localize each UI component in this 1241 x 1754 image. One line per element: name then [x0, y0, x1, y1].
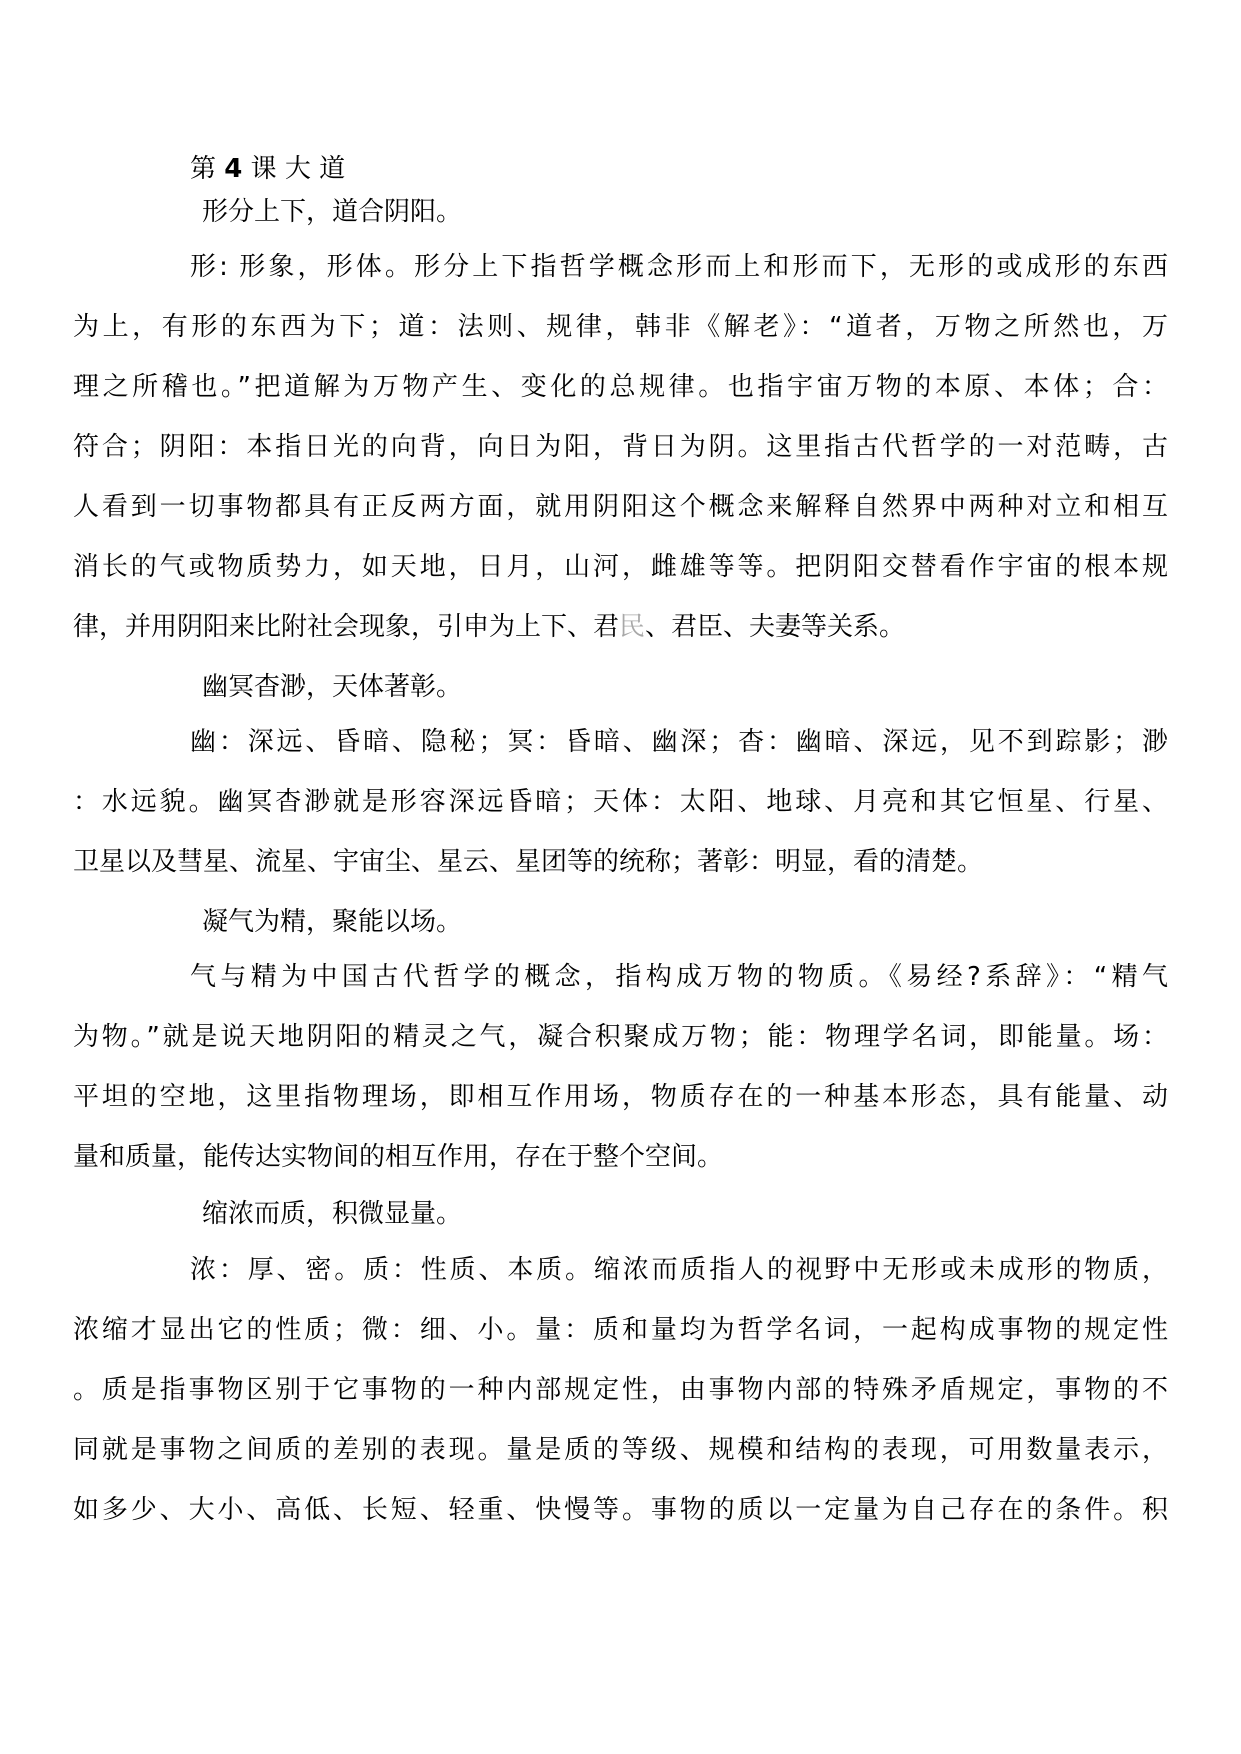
- paragraph-line: 同就是事物之间质的差别的表现。量是质的等级、规模和结构的表现，可用数量表示，: [73, 1435, 1168, 1465]
- paragraph-line: 律，并用阴阳来比附社会现象，引申为上下、君民、君臣、夫妻等关系。: [73, 612, 906, 642]
- paragraph-line: 气与精为中国古代哲学的概念，指构成万物的物质。《易经?系辞》：“精气: [190, 962, 1168, 992]
- section-heading: 幽冥杳渺，天体著彰。: [202, 672, 463, 702]
- page-title: [190, 152, 345, 186]
- paragraph-line: 理之所稽也。”把道解为万物产生、变化的总规律。也指宇宙万物的本原、本体；合：: [73, 372, 1168, 402]
- paragraph-line: 形: 形象，形体。形分上下指哲学概念形而上和形而下，无形的或成形的东西: [190, 252, 1168, 282]
- paragraph-line: 浓缩才显出它的性质；微：细、小。量：质和量均为哲学名词，一起构成事物的规定性: [73, 1315, 1168, 1345]
- paragraph-line: 幽：深远、昏暗、隐秘；冥：昏暗、幽深；杳：幽暗、深远，见不到踪影；渺: [190, 727, 1168, 757]
- paragraph-line: 浓：厚、密。质：性质、本质。缩浓而质指人的视野中无形或未成形的物质，: [190, 1255, 1168, 1285]
- paragraph-line: 消长的气或物质势力，如天地，日月，山河，雌雄等等。把阴阳交替看作宇宙的根本规: [73, 552, 1168, 582]
- faint-character: 民: [619, 612, 646, 642]
- section-heading: 缩浓而质，积微显量。: [202, 1199, 463, 1229]
- paragraph-line: 人看到一切事物都具有正反两方面，就用阴阳这个概念来解释自然界中两种对立和相互: [73, 492, 1168, 522]
- section-heading: 形分上下，道合阴阳。: [202, 197, 463, 227]
- paragraph-line: 如多少、大小、高低、长短、轻重、快慢等。事物的质以一定量为自己存在的条件。积: [73, 1495, 1168, 1525]
- title-prefix: 第: [190, 154, 217, 184]
- section-heading: 凝气为精，聚能以场。: [202, 907, 463, 937]
- paragraph-line: 为上，有形的东西为下；道：法则、规律，韩非《解老》：“道者，万物之所然也，万: [73, 312, 1168, 342]
- paragraph-line: 。质是指事物区别于它事物的一种内部规定性，由事物内部的特殊矛盾规定，事物的不: [73, 1375, 1168, 1405]
- paragraph-line: 量和质量，能传达实物间的相互作用，存在于整个空间。: [73, 1142, 724, 1172]
- paragraph-line: 为物。”就是说天地阴阳的精灵之气，凝合积聚成万物；能：物理学名词，即能量。场：: [73, 1022, 1168, 1052]
- paragraph-line: 平坦的空地，这里指物理场，即相互作用场，物质存在的一种基本形态，具有能量、动: [73, 1082, 1168, 1112]
- paragraph-line: 符合；阴阳：本指日光的向背，向日为阳，背日为阴。这里指古代哲学的一对范畴，古: [73, 432, 1168, 462]
- title-suffix: 课 大 道: [250, 154, 346, 184]
- paragraph-line: 卫星以及彗星、流星、宇宙尘、星云、星团等的统称；著彰：明显，看的清楚。: [73, 847, 984, 877]
- paragraph-line: ：水远貌。幽冥杳渺就是形容深远昏暗；天体：太阳、地球、月亮和其它恒星、行星、: [73, 787, 1168, 817]
- title-number: 4: [224, 154, 243, 184]
